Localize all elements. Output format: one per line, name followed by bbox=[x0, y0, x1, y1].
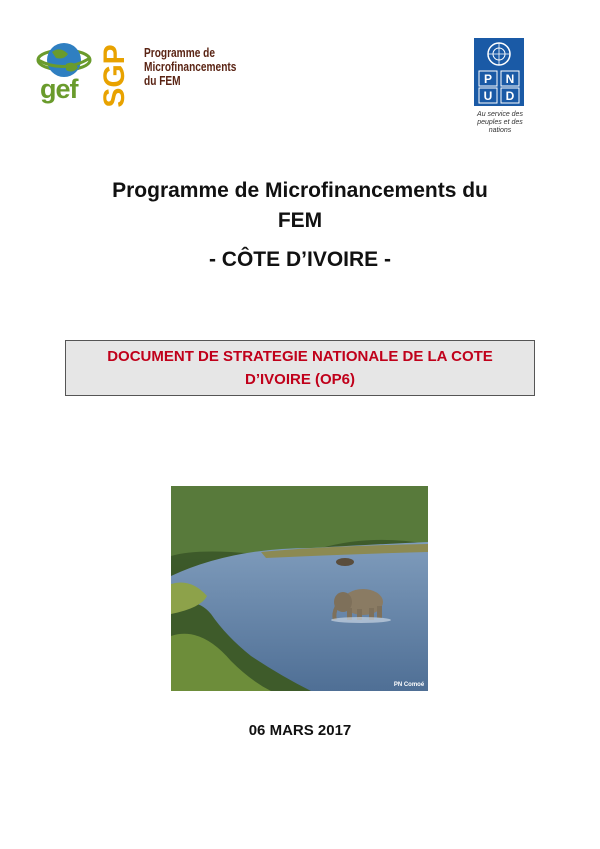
photo-credit: PN Comoé bbox=[393, 682, 425, 688]
pnud-logo bbox=[474, 38, 524, 106]
country-subtitle: - CÔTE D’IVOIRE - bbox=[208, 248, 391, 271]
page-title bbox=[40, 176, 560, 236]
sgp-caption-line: Microfinancements bbox=[144, 59, 237, 74]
sgp-logo-icon bbox=[98, 42, 142, 108]
title-line: Programme de Microfinancements du bbox=[112, 179, 488, 202]
strategy-document-title: DOCUMENT DE STRATEGIE NATIONALE DE LA COTE D’IVOIRE (OP6) bbox=[107, 348, 493, 388]
document-date: 06 MARS 2017 bbox=[248, 722, 352, 739]
cover-photo bbox=[171, 486, 428, 691]
gef-logo-text: gef bbox=[40, 74, 78, 104]
strategy-document-box bbox=[65, 340, 535, 396]
pnud-letter: N bbox=[505, 72, 515, 86]
distant-animals-icon bbox=[336, 558, 354, 566]
svg-text:SGP: SGP bbox=[98, 44, 131, 108]
pnud-letter: P bbox=[483, 72, 493, 86]
title-line: FEM bbox=[277, 209, 323, 232]
sgp-caption-line: du FEM bbox=[144, 73, 181, 88]
sgp-caption bbox=[144, 46, 236, 88]
pnud-tagline: Au service des peuples et des nations bbox=[477, 111, 523, 134]
pnud-letter: D bbox=[505, 89, 515, 103]
sgp-caption-line: Programme de bbox=[144, 45, 216, 60]
elephant-river-image bbox=[171, 486, 428, 691]
pnud-letter: U bbox=[483, 89, 493, 103]
